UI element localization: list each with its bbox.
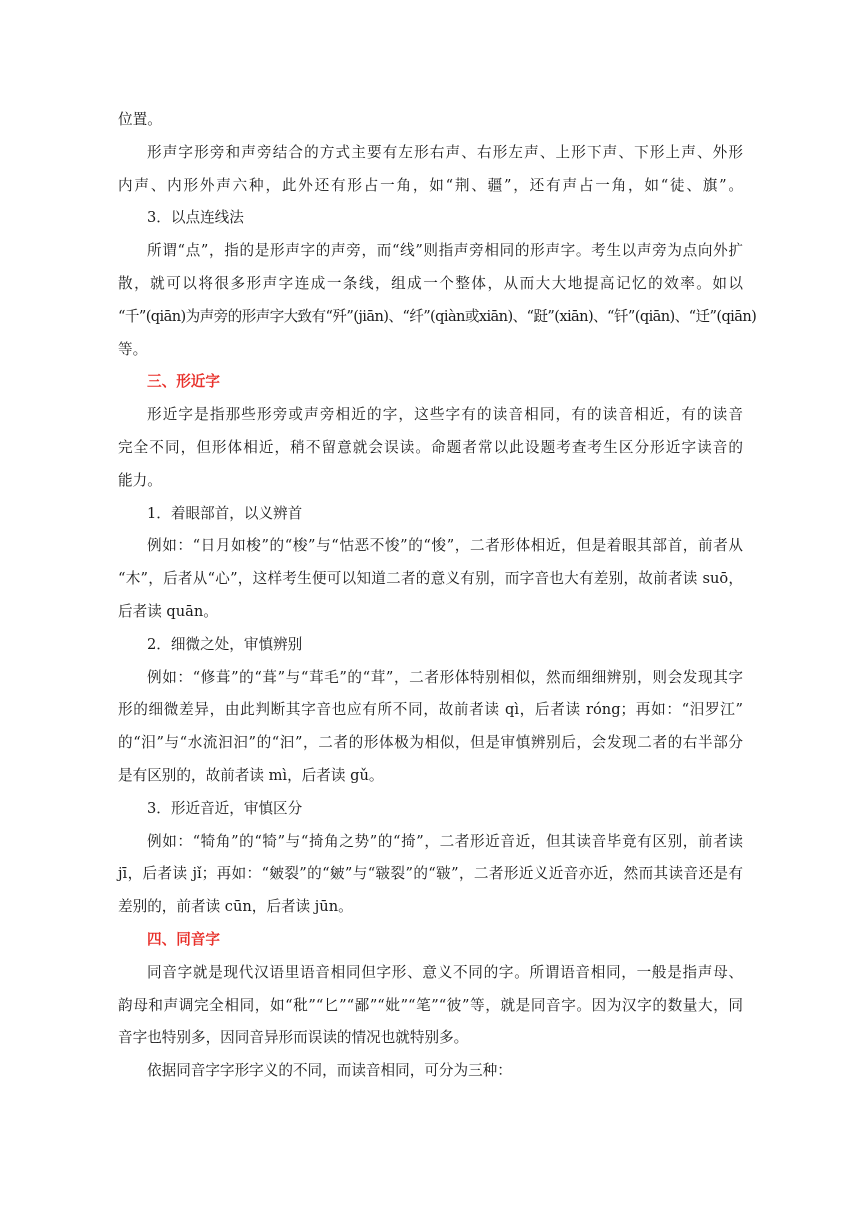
paragraph-line: 形近字是指那些形旁或声旁相近的字，这些字有的读音相同，有的读音相近，有的读音 — [147, 406, 743, 424]
paragraph-line: 完全不同，但形体相近，稍不留意就会误读。命题者常以此设题考查考生区分形近字读音的 — [118, 438, 743, 456]
paragraph-line: 能力。 — [118, 471, 162, 489]
paragraph-line: 后者读 quān。 — [118, 602, 218, 620]
paragraph-line: 例如：“犄角”的“犄”与“掎角之势”的“掎”，二者形近音近，但其读音毕竟有区别，前者读 — [147, 832, 743, 850]
paragraph-line: 是有区别的，故前者读 mì，后者读 gǔ。 — [118, 766, 384, 784]
section-heading: 三、形近字 — [147, 373, 220, 391]
paragraph-line: jī，后者读 jǐ；再如：“皴裂”的“皴”与“皲裂”的“皲”，二者形近义近音亦近，然而其读音还是有 — [118, 865, 743, 883]
paragraph-line: 依据同音字字形字义的不同，而读音相同，可分为三种： — [147, 1062, 512, 1080]
subheading: 2．细微之处，审慎辨别 — [147, 635, 303, 653]
paragraph-line: 例如：“修葺”的“葺”与“茸毛”的“茸”，二者形体特别相似，然而细细辨别，则会发现其字 — [147, 668, 743, 686]
paragraph-line: 等。 — [118, 340, 148, 358]
paragraph-line: 所谓“点”，指的是形声字的声旁，而“线”则指声旁相同的形声字。考生以声旁为点向外扩 — [147, 242, 743, 260]
section-heading: 四、同音字 — [147, 930, 220, 948]
paragraph-line: 差别的，前者读 cūn，后者读 jūn。 — [118, 898, 353, 916]
subheading: 3．以点连线法 — [147, 209, 244, 227]
subheading: 3．形近音近，审慎区分 — [147, 799, 303, 817]
paragraph-line: “千”(qiān)为声旁的形声字大致有“歼”(jiān)、“纤”(qiàn或xiān)、“跹”(xiān)、“钎”(qiān)、“迁”(qiān) — [118, 307, 757, 325]
paragraph-line: 内声、内形外声六种，此外还有形占一角，如“荆、疆”，还有声占一角，如“徒、旗”。 — [118, 176, 743, 194]
paragraph-line: 例如：“日月如梭”的“梭”与“怙恶不悛”的“悛”，二者形体相近，但是着眼其部首，前者从 — [147, 537, 743, 555]
paragraph-line: 音字也特别多，因同音异形而误读的情况也就特别多。 — [118, 1029, 469, 1047]
paragraph-line: 散，就可以将很多形声字连成一条线，组成一个整体，从而大大地提高记忆的效率。如以 — [118, 274, 743, 292]
subheading: 1．着眼部首，以义辨首 — [147, 504, 303, 522]
document-page — [118, 104, 757, 1088]
paragraph-line: 韵母和声调完全相同，如“秕”“匕”“鄙”“妣”“笔”“彼”等，就是同音字。因为汉字的数量大，同 — [118, 996, 743, 1014]
text-line: 位置。 — [118, 111, 162, 128]
paragraph-line: 形的细微差异，由此判断其字音也应有所不同，故前者读 qì，后者读 róng；再如：“汨罗江” — [118, 701, 743, 719]
paragraph-line: 的“汨”与“水流汩汩”的“汩”，二者的形体极为相似，但是审慎辨别后，会发现二者的右半部分 — [118, 734, 743, 752]
paragraph-line: 形声字形旁和声旁结合的方式主要有左形右声、右形左声、上形下声、下形上声、外形 — [147, 143, 743, 161]
paragraph-line: “木”，后者从“心”，这样考生便可以知道二者的意义有别，而字音也大有差别，故前者读 suō， — [118, 570, 743, 588]
paragraph-line: 同音字就是现代汉语里语音相同但字形、意义不同的字。所谓语音相同，一般是指声母、 — [147, 963, 743, 981]
